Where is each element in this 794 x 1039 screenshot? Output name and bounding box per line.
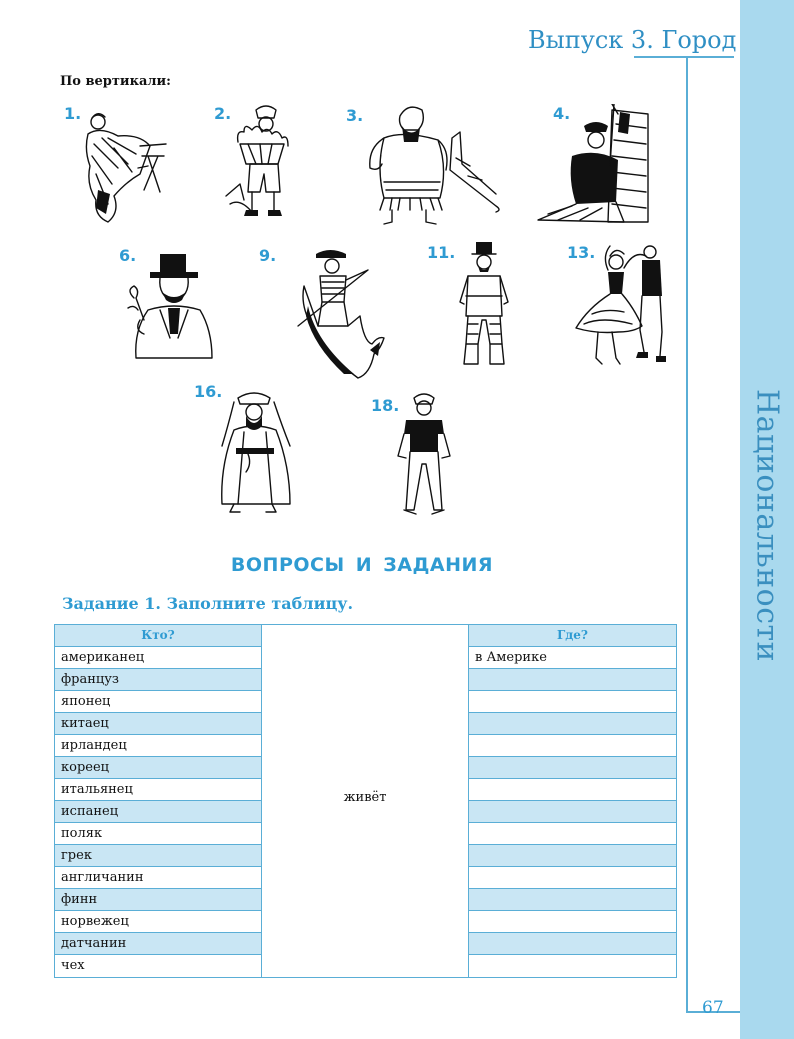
header-where: Где?: [469, 625, 676, 647]
cell-where-2[interactable]: [469, 669, 676, 691]
man-with-tulips-icon: [222, 100, 304, 228]
task-title: Задание 1. Заполните таблицу.: [62, 594, 354, 613]
cell-who-15: чех: [61, 958, 85, 973]
man-in-robe-icon: [208, 386, 304, 516]
cell-who-10: грек: [55, 845, 261, 867]
cell-where-1[interactable]: в Америке: [469, 647, 676, 669]
cell-who-13: норвежец: [55, 911, 261, 933]
gondolier-icon: [284, 246, 394, 384]
picture-number-1: 1.: [64, 104, 82, 123]
young-man-icon: [392, 390, 456, 518]
cell-who-14: датчанин: [55, 933, 261, 955]
picture-number-13: 13.: [567, 243, 596, 262]
cell-who-8: испанец: [55, 801, 261, 823]
section-title-text: ВОПРОСЫ И ЗАДАНИЯ: [230, 554, 494, 576]
cell-who-9: поляк: [55, 823, 261, 845]
picture-number-9: 9.: [259, 246, 277, 265]
cell-who-1: американец: [55, 647, 261, 669]
picture-number-3: 3.: [346, 106, 364, 125]
man-with-sled-icon: [364, 98, 504, 228]
cell-where-7[interactable]: [469, 779, 676, 801]
verb-cell: живёт: [343, 790, 387, 805]
frame-vertical-line: [686, 56, 688, 1012]
cell-where-4[interactable]: [469, 713, 676, 735]
picture-number-6: 6.: [119, 246, 137, 265]
cell-who-12: финн: [55, 889, 261, 911]
man-in-peasant-shirt-icon: [454, 240, 514, 370]
page-number: 67: [702, 998, 724, 1018]
dancing-couple-icon: [572, 240, 668, 372]
header-underline: [634, 56, 734, 58]
cell-who-11: англичанин: [55, 867, 261, 889]
woman-with-cloth-icon: [78, 104, 173, 226]
cell-where-8[interactable]: [469, 801, 676, 823]
picture-number-2: 2.: [214, 104, 232, 123]
cell-where-5[interactable]: [469, 735, 676, 757]
picture-number-18: 18.: [371, 396, 400, 415]
sidebar-title-text: Национальности: [749, 389, 785, 663]
cell-where-14[interactable]: [469, 933, 676, 955]
picture-number-16: 16.: [194, 382, 223, 401]
cell-where-6[interactable]: [469, 757, 676, 779]
man-in-top-hat-icon: [120, 250, 220, 368]
cell-who-7: итальянец: [55, 779, 261, 801]
crossword-label: По вертикали:: [60, 74, 171, 89]
cell-where-9[interactable]: [469, 823, 676, 845]
cell-who-4: китаец: [55, 713, 261, 735]
soldier-with-flag-icon: [532, 104, 650, 228]
header-who: Кто?: [55, 625, 261, 647]
section-title: [0, 554, 794, 576]
sidebar-title: [740, 356, 794, 696]
cell-where-13[interactable]: [469, 911, 676, 933]
cell-where-11[interactable]: [469, 867, 676, 889]
cell-who-6: кореец: [55, 757, 261, 779]
cell-who-3: японец: [55, 691, 261, 713]
cell-where-15[interactable]: [469, 955, 676, 977]
cell-who-5: ирландец: [55, 735, 261, 757]
cell-where-10[interactable]: [469, 845, 676, 867]
cell-where-12[interactable]: [469, 889, 676, 911]
picture-number-11: 11.: [427, 243, 456, 262]
picture-number-4: 4.: [553, 104, 571, 123]
issue-header: Выпуск 3. Город: [528, 26, 737, 54]
cell-where-3[interactable]: [469, 691, 676, 713]
cell-who-2: француз: [55, 669, 261, 691]
